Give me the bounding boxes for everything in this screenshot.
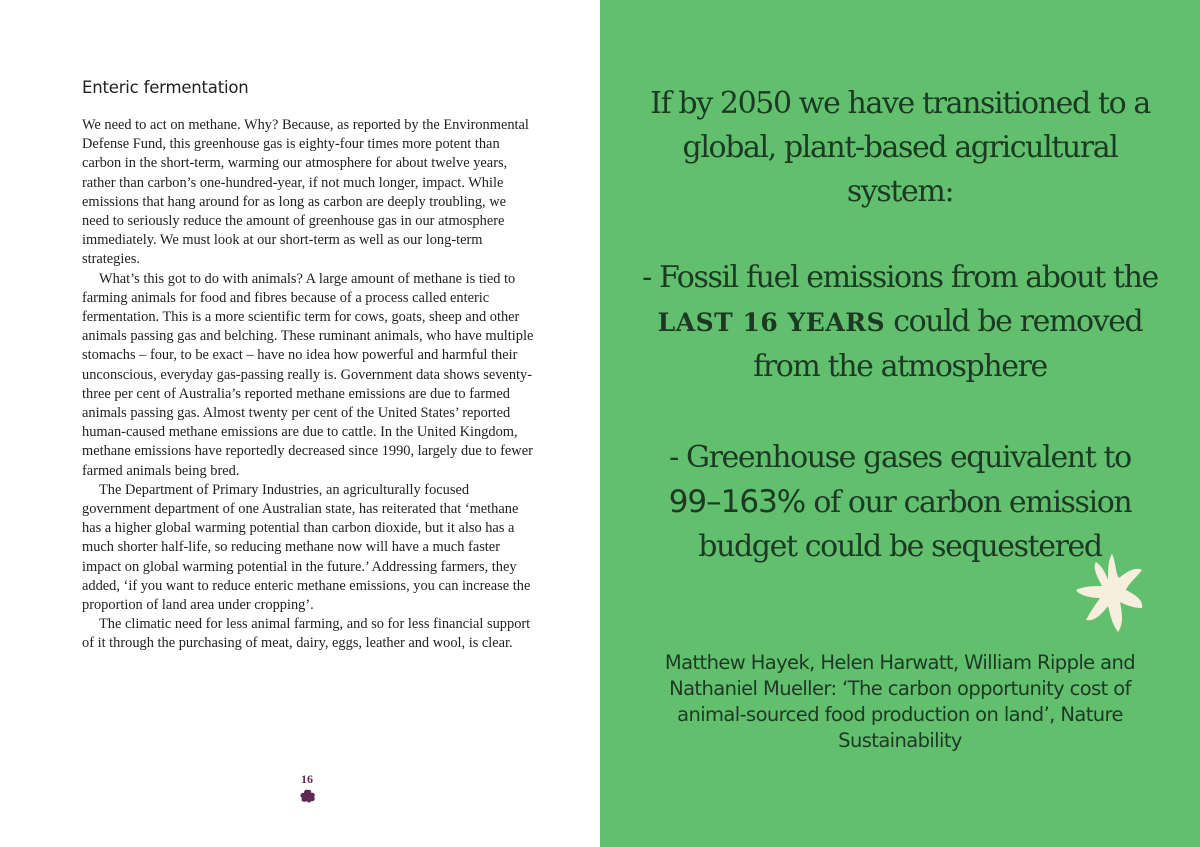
star-splat-icon xyxy=(1072,552,1146,634)
quote-intro: If by 2050 we have transitioned to a global, plant-based agricultural system: xyxy=(650,86,1150,209)
highlight-percentage: 99–163% xyxy=(668,484,806,520)
section-heading: Enteric fermentation xyxy=(82,78,249,97)
flower-ornament-icon xyxy=(299,789,317,803)
point-text: - Fossil fuel emissions from about the xyxy=(642,260,1158,295)
quote-point-greenhouse-gases xyxy=(640,436,1160,569)
body-paragraph: The climatic need for less animal farming, and so for less financial support of it through the purchasing of meat, dairy, eggs, leather and wool, is clear. xyxy=(82,616,531,652)
citation: Matthew Hayek, Helen Harwatt, William Ripple and Nathaniel Mueller: ‘The carbon opportunity cost of animal-sourced food production on land’, Nature Sustainability xyxy=(664,651,1136,752)
point-text: could be removed from the atmosphere xyxy=(753,304,1143,384)
body-paragraph: We need to act on methane. Why? Because, as reported by the Environmental Defense Fund, this greenhouse gas is eighty-four times more potent than carbon in the short-term, warming our atmosphere for about twelve years, rather than carbon’s one-hundred-year, if not much longer, impact. While emissions that hang around for as long as carbon are deeply troubling, we need to seriously reduce the amount of greenhouse gas in our atmosphere immediately. We must look at our short-term as well as our long-term strategies. xyxy=(82,117,529,268)
point-text: of our carbon emission budget could be sequestered xyxy=(698,485,1132,564)
body-text xyxy=(82,116,534,654)
page-number: 16 xyxy=(301,772,313,786)
body-paragraph: The Department of Primary Industries, an agriculturally focused government department of one Australian state, has reiterated that ‘methane has a higher global warming potential than carbon dioxide, but it also has a much shorter half-life, so reducing methane now will have a much faster impact on global warming potential in the future.’ Addressing farmers, they added, ‘if you want to reduce enteric methane emissions, you can increase the proportion of land area under cropping’. xyxy=(82,481,531,614)
highlight-years: LAST 16 YEARS xyxy=(657,308,886,337)
body-paragraph: What’s this got to do with animals? A large amount of methane is tied to farming animals for food and fibres because of a process called enteric fermentation. This is a more scientific term for cows, goats, sheep and other animals passing gas and belching. These ruminant animals, who have multiple stomachs – four, to be exact – have no idea how powerful and harmful their unconscious, everyday gas-passing really is. Government data shows seventy-three per cent of Australia’s reported methane emissions are due to farmed animals passing gas. Almost twenty per cent of the United States’ reported human-caused methane emissions are due to cattle. In the United Kingdom, methane emissions have reportedly decreased since 1990, largely due to fewer farmed animals being bred. xyxy=(82,270,534,479)
point-text: - Greenhouse gases equivalent to xyxy=(669,440,1131,475)
quote-point-fossil-fuel xyxy=(640,256,1160,389)
